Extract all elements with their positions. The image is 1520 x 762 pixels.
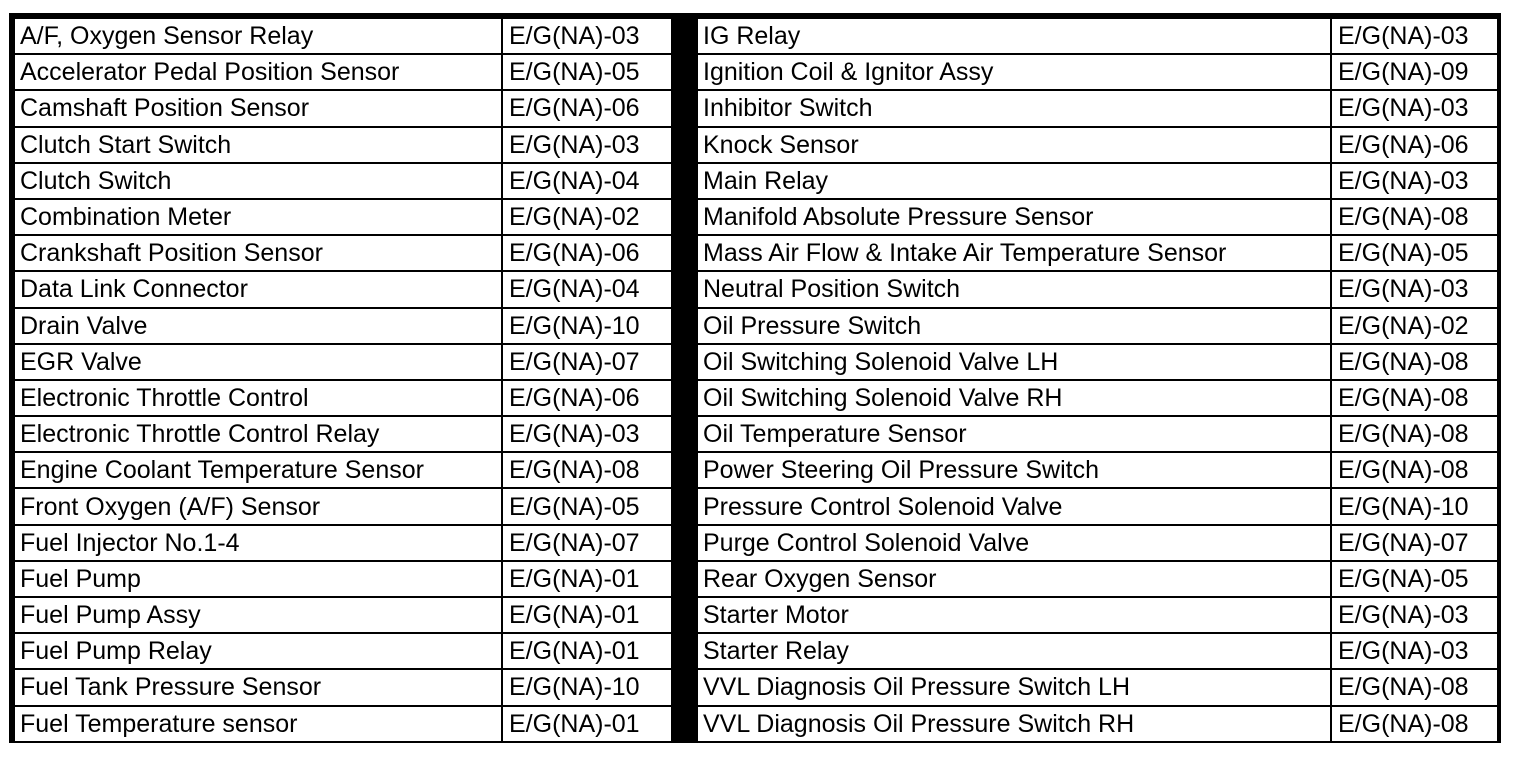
component-name-cell: Front Oxygen (A/F) Sensor [14, 488, 502, 524]
component-name-cell: Purge Control Solenoid Valve [697, 525, 1331, 561]
component-name-cell: Oil Pressure Switch [697, 308, 1331, 344]
page-reference-cell: E/G(NA)-01 [502, 561, 672, 597]
table-row [14, 199, 672, 235]
table-row [697, 380, 1498, 416]
table-row [14, 90, 672, 126]
table-row [697, 127, 1498, 163]
table-row [14, 308, 672, 344]
page-reference-cell: E/G(NA)-03 [502, 18, 672, 54]
table-row [697, 54, 1498, 90]
page-reference-cell: E/G(NA)-03 [1331, 271, 1498, 307]
table-row [14, 344, 672, 380]
table-row [697, 561, 1498, 597]
component-name-cell: Fuel Tank Pressure Sensor [14, 669, 502, 705]
page-reference-cell: E/G(NA)-03 [1331, 597, 1498, 633]
page-reference-cell: E/G(NA)-05 [1331, 235, 1498, 271]
table-row [14, 18, 672, 54]
component-index-rows-right [697, 18, 1498, 742]
component-name-cell: Oil Temperature Sensor [697, 416, 1331, 452]
page-reference-cell: E/G(NA)-06 [502, 235, 672, 271]
table-row [697, 344, 1498, 380]
table-row [697, 235, 1498, 271]
component-name-cell: Clutch Start Switch [14, 127, 502, 163]
page-reference-cell: E/G(NA)-02 [502, 199, 672, 235]
table-row [697, 452, 1498, 488]
table-row [14, 452, 672, 488]
component-name-cell: Mass Air Flow & Intake Air Temperature Sensor [697, 235, 1331, 271]
component-index-rows-left [14, 18, 672, 742]
page-reference-cell: E/G(NA)-08 [1331, 452, 1498, 488]
page-reference-cell: E/G(NA)-04 [502, 271, 672, 307]
table-row [14, 706, 672, 742]
page-reference-cell: E/G(NA)-08 [1331, 380, 1498, 416]
page-reference-cell: E/G(NA)-01 [502, 597, 672, 633]
page-reference-cell: E/G(NA)-01 [502, 706, 672, 742]
component-name-cell: Knock Sensor [697, 127, 1331, 163]
page-reference-cell: E/G(NA)-07 [1331, 525, 1498, 561]
table-row [14, 669, 672, 705]
page-reference-cell: E/G(NA)-08 [1331, 199, 1498, 235]
table-row [14, 597, 672, 633]
page-reference-cell: E/G(NA)-10 [1331, 488, 1498, 524]
component-name-cell: Inhibitor Switch [697, 90, 1331, 126]
component-name-cell: Drain Valve [14, 308, 502, 344]
component-name-cell: EGR Valve [14, 344, 502, 380]
component-name-cell: VVL Diagnosis Oil Pressure Switch LH [697, 669, 1331, 705]
table-row [697, 669, 1498, 705]
component-name-cell: Combination Meter [14, 199, 502, 235]
component-name-cell: Main Relay [697, 163, 1331, 199]
table-row [14, 163, 672, 199]
table-row [14, 127, 672, 163]
page-reference-cell: E/G(NA)-10 [502, 669, 672, 705]
table-row [697, 271, 1498, 307]
table-row [697, 706, 1498, 742]
component-name-cell: Clutch Switch [14, 163, 502, 199]
component-name-cell: Rear Oxygen Sensor [697, 561, 1331, 597]
table-row [697, 525, 1498, 561]
page-reference-cell: E/G(NA)-03 [1331, 633, 1498, 669]
page-reference-cell: E/G(NA)-03 [1331, 163, 1498, 199]
page-reference-cell: E/G(NA)-05 [502, 488, 672, 524]
component-name-cell: Crankshaft Position Sensor [14, 235, 502, 271]
table-row [14, 561, 672, 597]
page-reference-cell: E/G(NA)-06 [502, 380, 672, 416]
table-row [697, 199, 1498, 235]
table-row [14, 525, 672, 561]
page-reference-cell: E/G(NA)-03 [502, 127, 672, 163]
component-name-cell: Power Steering Oil Pressure Switch [697, 452, 1331, 488]
component-name-cell: Oil Switching Solenoid Valve LH [697, 344, 1331, 380]
component-name-cell: Starter Motor [697, 597, 1331, 633]
table-row [697, 90, 1498, 126]
table-row [697, 163, 1498, 199]
page-reference-cell: E/G(NA)-08 [1331, 669, 1498, 705]
page-reference-cell: E/G(NA)-02 [1331, 308, 1498, 344]
page-reference-cell: E/G(NA)-03 [1331, 90, 1498, 126]
table-row [14, 380, 672, 416]
component-name-cell: Engine Coolant Temperature Sensor [14, 452, 502, 488]
table-row [14, 54, 672, 90]
table-row [697, 633, 1498, 669]
table-row [14, 416, 672, 452]
component-name-cell: Manifold Absolute Pressure Sensor [697, 199, 1331, 235]
component-name-cell: A/F, Oxygen Sensor Relay [14, 18, 502, 54]
component-name-cell: Fuel Pump Assy [14, 597, 502, 633]
page-reference-cell: E/G(NA)-09 [1331, 54, 1498, 90]
table-row [14, 633, 672, 669]
table-row [697, 597, 1498, 633]
page-reference-cell: E/G(NA)-05 [502, 54, 672, 90]
component-name-cell: Oil Switching Solenoid Valve RH [697, 380, 1331, 416]
component-name-cell: Electronic Throttle Control Relay [14, 416, 502, 452]
component-name-cell: Ignition Coil & Ignitor Assy [697, 54, 1331, 90]
page-reference-cell: E/G(NA)-03 [502, 416, 672, 452]
page-reference-cell: E/G(NA)-05 [1331, 561, 1498, 597]
component-name-cell: VVL Diagnosis Oil Pressure Switch RH [697, 706, 1331, 742]
component-name-cell: Camshaft Position Sensor [14, 90, 502, 126]
table-row [697, 416, 1498, 452]
component-index-table-right [696, 17, 1499, 743]
page-reference-cell: E/G(NA)-10 [502, 308, 672, 344]
component-name-cell: Fuel Pump Relay [14, 633, 502, 669]
component-name-cell: Neutral Position Switch [697, 271, 1331, 307]
page-reference-cell: E/G(NA)-04 [502, 163, 672, 199]
component-name-cell: Starter Relay [697, 633, 1331, 669]
table-row [14, 488, 672, 524]
table-row [14, 235, 672, 271]
component-name-cell: Pressure Control Solenoid Valve [697, 488, 1331, 524]
component-name-cell: Accelerator Pedal Position Sensor [14, 54, 502, 90]
component-name-cell: IG Relay [697, 18, 1331, 54]
component-name-cell: Fuel Pump [14, 561, 502, 597]
component-index-table-left [13, 17, 673, 743]
component-name-cell: Fuel Injector No.1-4 [14, 525, 502, 561]
page-reference-cell: E/G(NA)-07 [502, 344, 672, 380]
component-name-cell: Fuel Temperature sensor [14, 706, 502, 742]
page-reference-cell: E/G(NA)-08 [1331, 416, 1498, 452]
page-reference-cell: E/G(NA)-01 [502, 633, 672, 669]
page-reference-cell: E/G(NA)-08 [1331, 706, 1498, 742]
component-name-cell: Electronic Throttle Control [14, 380, 502, 416]
component-name-cell: Data Link Connector [14, 271, 502, 307]
page-reference-cell: E/G(NA)-07 [502, 525, 672, 561]
component-index-frame [9, 13, 1501, 743]
table-row [697, 488, 1498, 524]
page-reference-cell: E/G(NA)-06 [1331, 127, 1498, 163]
table-row [697, 18, 1498, 54]
table-row [697, 308, 1498, 344]
page-reference-cell: E/G(NA)-06 [502, 90, 672, 126]
page-reference-cell: E/G(NA)-08 [502, 452, 672, 488]
table-row [14, 271, 672, 307]
page-reference-cell: E/G(NA)-08 [1331, 344, 1498, 380]
page-reference-cell: E/G(NA)-03 [1331, 18, 1498, 54]
